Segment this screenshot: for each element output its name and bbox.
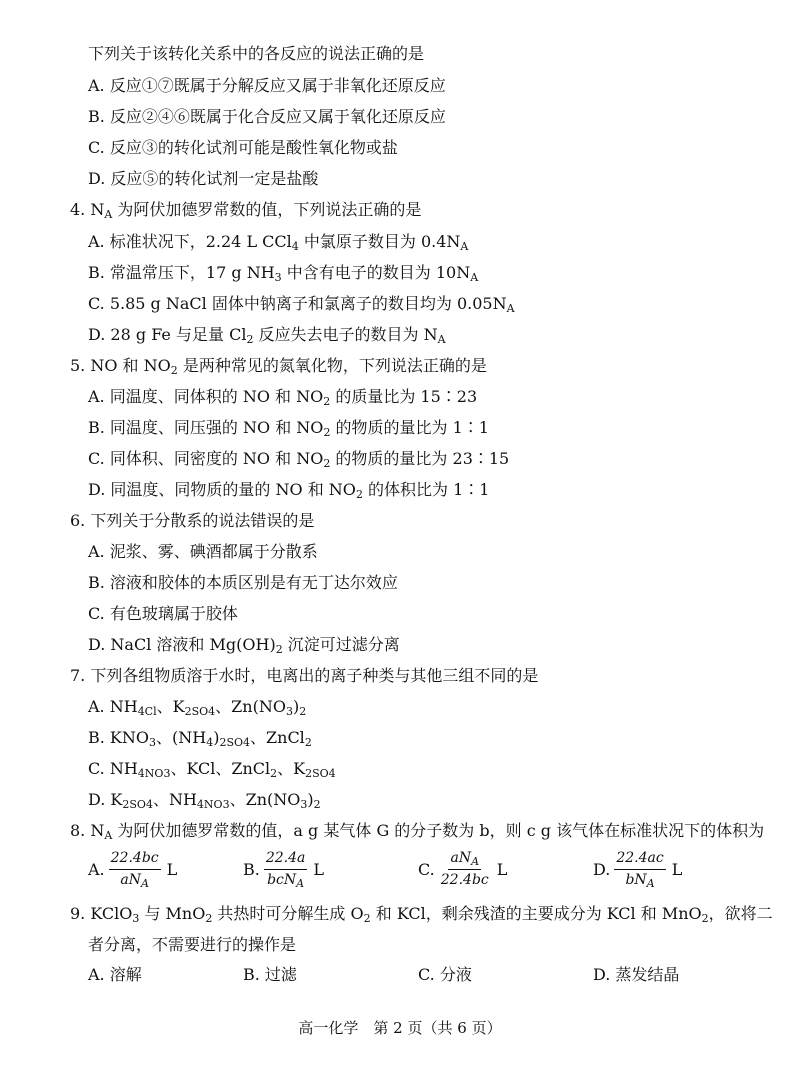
q4-stem: 4. $N_A$ 为阿伏加德罗常数的值，下列说法正确的是 (70, 200, 422, 221)
denominator: 22.4bc (440, 871, 489, 888)
denominator: $aN_A$ (120, 871, 149, 890)
denominator: bcN$_A$ (267, 871, 305, 890)
q6-option-b: B. 溶液和胶体的本质区别是有无丁达尔效应 (88, 573, 398, 592)
option-letter: C. (418, 859, 435, 879)
q4-option-b: B. 常温常压下，17 g $NH_3$ 中含有电子的数目为 $10N_A$ (88, 263, 479, 284)
unit: L (671, 859, 683, 879)
q5-stem: 5. NO 和 $NO_2$ 是两种常见的氮氧化物，下列说法正确的是 (70, 356, 487, 377)
denominator: $bN_A$ (625, 871, 655, 890)
q5-option-d: D. 同温度、同物质的量的 NO 和 $NO_2$ 的体积比为 1∶1 (88, 480, 490, 501)
q3-option-b: B. 反应②④⑥既属于化合反应又属于氧化还原反应 (88, 107, 446, 126)
q6-stem: 6. 下列关于分散系的说法错误的是 (70, 511, 315, 530)
q8-option-d (593, 847, 682, 891)
q7-option-a: A. $NH_{4Cl}$、$K_{2SO4}$、$Zn(NO_3)_2$ (88, 697, 307, 718)
unit: L (496, 859, 508, 879)
q6-option-d: D. NaCl 溶液和 $Mg(OH)_2$ 沉淀可过滤分离 (88, 635, 400, 656)
numerator: 22.4a (264, 850, 308, 870)
q3-option-c: C. 反应③的转化试剂可能是酸性氧化物或盐 (88, 138, 398, 157)
q7-stem: 7. 下列各组物质溶于水时，电离出的离子种类与其他三组不同的是 (70, 666, 539, 685)
page-footer: 高一化学 第 2 页（共 6 页） (298, 1019, 502, 1037)
q7-option-b: B. $KNO_3$、$(NH_4)_{2SO4}$、ZnCl$_2$ (88, 728, 312, 749)
fraction (109, 850, 161, 889)
q3-stem: 下列关于该转化关系中的各反应的说法正确的是 (88, 44, 425, 63)
q8-option-c (418, 847, 507, 891)
q5-option-a: A. 同温度、同体积的 NO 和 $NO_2$ 的质量比为 15∶23 (88, 387, 478, 408)
q6-option-a: A. 泥浆、雾、碘酒都属于分散系 (88, 542, 318, 561)
q9-option-d: D. 蒸发结晶 (593, 965, 680, 984)
q6-option-c: C. 有色玻璃属于胶体 (88, 604, 238, 623)
unit: L (313, 859, 324, 879)
numerator: $aN_A$ (450, 849, 480, 868)
option-letter: B. (243, 859, 260, 879)
fraction (264, 850, 308, 889)
q5-option-b: B. 同温度、同压强的 NO 和 $NO_2$ 的物质的量比为 1∶1 (88, 418, 489, 439)
numerator: 22.4ac (614, 850, 665, 870)
q9-stem-line2: 者分离，不需要进行的操作是 (88, 935, 297, 954)
numerator: 22.4bc (109, 850, 161, 870)
q3-option-a: A. 反应①⑦既属于分解反应又属于非氧化还原反应 (88, 76, 446, 95)
q8-option-a (88, 847, 177, 891)
unit: L (166, 859, 178, 879)
q8-option-b (243, 847, 324, 891)
q5-option-c: C. 同体积、同密度的 NO 和 $NO_2$ 的物质的量比为 23∶15 (88, 449, 510, 470)
q9-option-b: B. 过滤 (243, 965, 297, 984)
fraction (439, 850, 491, 889)
q3-option-d: D. 反应⑤的转化试剂一定是盐酸 (88, 169, 319, 188)
option-letter: A. (88, 859, 105, 879)
option-letter: D. (593, 859, 611, 879)
q9-option-a: A. 溶解 (88, 965, 142, 984)
q7-option-c: C. $NH_{4NO3}$、KCl、ZnCl$_2$、$K_{2SO4}$ (88, 759, 336, 780)
q4-option-d: D. 28 g Fe 与足量 $Cl_2$ 反应失去电子的数目为 $N_A$ (88, 325, 446, 346)
q8-options (88, 847, 748, 891)
q7-option-d: D. $K_{2SO4}$、$NH_{4NO3}$、$Zn(NO_3)_2$ (88, 790, 321, 811)
q9-stem-line1: 9. KClO$_3$ 与 MnO$_2$ 共热时可分解生成 $O_2$ 和 KCl，剩余残渣的主要成分为 KCl 和 MnO$_2$，欲将二 (70, 904, 773, 925)
fraction (614, 850, 665, 889)
q4-option-a: A. 标准状况下，2.24 L CCl$_4$ 中氯原子数目为 $0.4N_A$ (88, 232, 469, 253)
q8-stem: 8. $N_A$ 为阿伏加德罗常数的值，a g 某气体 G 的分子数为 b，则 c g 该气体在标准状况下的体积为 (70, 821, 765, 842)
q4-option-c: C. 5.85 g NaCl 固体中钠离子和氯离子的数目均为 $0.05N_A$ (88, 294, 515, 315)
q9-option-c: C. 分液 (418, 965, 472, 984)
